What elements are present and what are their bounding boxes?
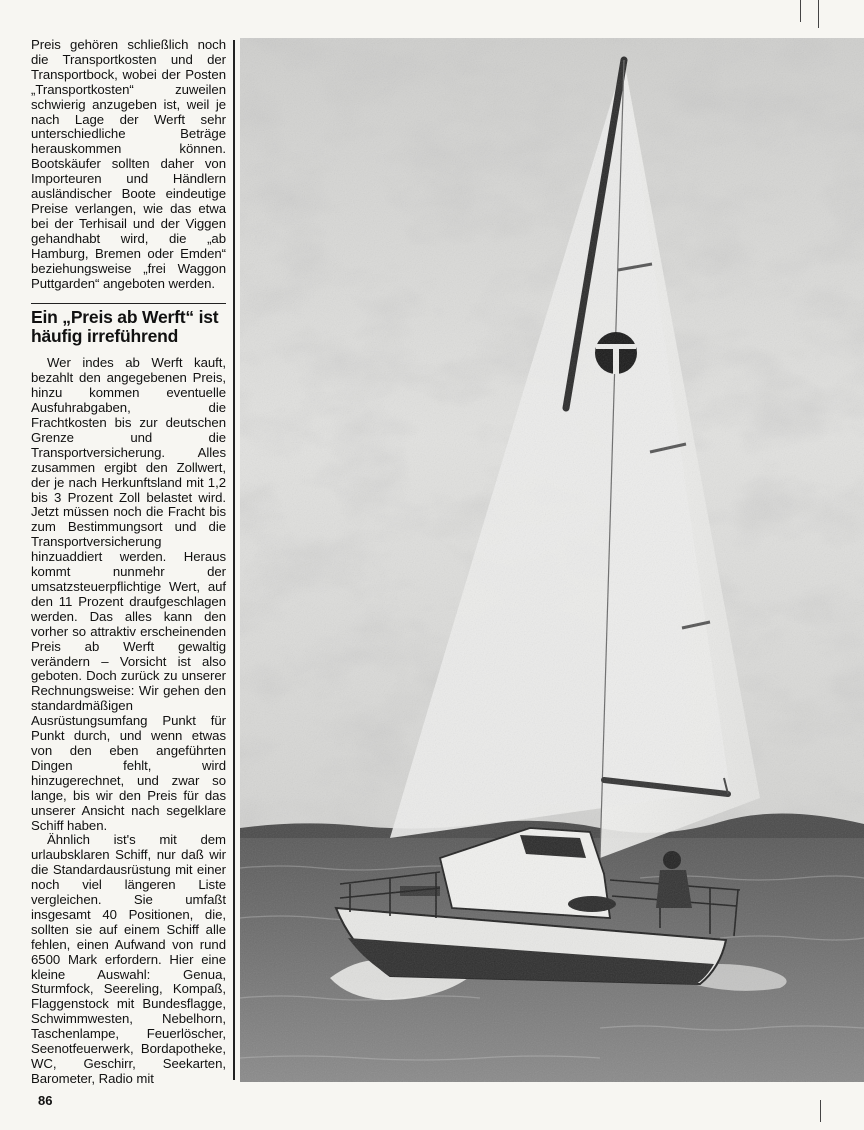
sailboat-illustration	[240, 38, 864, 1082]
print-grain	[240, 38, 864, 1082]
crop-mark	[820, 1100, 821, 1122]
body-paragraph: Ähnlich ist's mit dem urlaubsklaren Schiff, nur daß wir die Standardausrüstung mit einer noch viel längeren Liste vergleichen. Sie umfaßt insgesamt 40 Positionen, die, sollten sie auf einem Schiff alle fehlen, einen Aufwand von rund 6500 Mark erfordern. Hier eine kleine Auswahl: Genua, Sturmfock, Seereling, Kompaß, Flaggenstock mit Bundesflagge, Schwimmwesten, Nebelhorn, Taschenlampe, Feuerlöscher, Seenotfeuerwerk, Bordapotheke, WC, Geschirr, Seekarten, Barometer, Radio mit	[31, 832, 226, 1086]
column-rule	[233, 40, 235, 1080]
page-number: 86	[38, 1093, 53, 1108]
body-paragraph: Wer indes ab Werft kauft, bezahlt den angegebenen Preis, hinzu kommen eventuelle Ausfuhrabgaben, die Frachtkosten bis zur deutschen Grenze und die Transportversicherung. Alles zusammen ergibt den Zollwert, der je nach Herkunftsland mit 1,2 bis 3 Prozent Zoll belastet wird. Jetzt müssen noch die Fracht bis zum Bestimmungsort und die Transportversicherung hinzuaddiert werden. Heraus kommt nunmehr der umsatzsteuerpflichtige Wert, auf den 11 Prozent draufgeschlagen werden. Das alles kann den vorher so attraktiv erscheinenden Preis ab Werft gewaltig verändern – Vorsicht ist also geboten. Doch zurück zu unserer Rechnungsweise: Wir gehen den standardmäßigen Ausrüstungsumfang Punkt für Punkt durch, und wenn etwas von den eben angeführten Dingen fehlt, wird hinzugerechnet, und zwar so lange, bis wir den Preis für das unserer Ansicht nach segelklare Schiff haben.	[31, 355, 226, 833]
sailboat-photo	[240, 38, 864, 1082]
intro-paragraph: Preis gehören schließlich noch die Transportkosten und der Transportbock, wobei der Posten „Transportkosten“ zuweilen schwierig anzugeben ist, weil je nach Lage der Werft sehr unterschiedliche Beträge herauskommen können. Bootskäufer sollten daher von Importeuren und Händlern ausländischer Boote eindeutige Preise verlangen, wie das etwa bei der Terhisail und der Viggen gehandhabt wird, die „ab Hamburg, Bremen oder Emden“ beziehungsweise „frei Waggon Puttgarden“ angeboten werden.	[31, 37, 226, 291]
text-column	[31, 38, 226, 1087]
section-heading: Ein „Preis ab Werft“ ist häufig irreführend	[31, 303, 226, 346]
crop-mark	[800, 0, 801, 22]
crop-mark	[818, 0, 819, 28]
